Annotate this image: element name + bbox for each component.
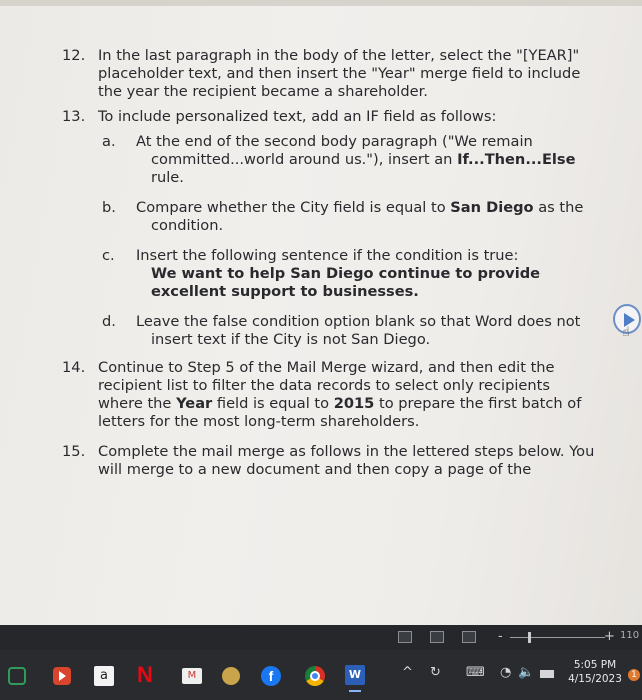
zoom-out-button[interactable]: - (498, 629, 503, 644)
bold-text: Year (176, 395, 213, 412)
read-mode-icon[interactable] (398, 631, 412, 643)
bold-text: San Diego (450, 199, 534, 216)
text: field is equal to (212, 395, 334, 412)
step-line: recipient list to filter the data records to select only recipients (98, 377, 550, 394)
step-line: At the end of the second body paragraph ("We remain (136, 133, 533, 150)
step-number: 13. (62, 108, 86, 125)
zoom-level[interactable]: 110 (620, 630, 640, 641)
text: Compare whether the City field is equal to (136, 199, 451, 216)
app-icon[interactable] (222, 667, 240, 685)
word-status-bar (0, 625, 642, 650)
chrome-icon[interactable] (305, 666, 325, 686)
zoom-slider-thumb[interactable] (528, 632, 531, 643)
notification-badge[interactable]: 1 (628, 669, 640, 681)
step-number: 15. (62, 443, 86, 460)
gmail-icon[interactable]: M (182, 668, 202, 684)
step-line: Continue to Step 5 of the Mail Merge wizard, and then edit the (98, 359, 555, 376)
page-top-edge (0, 0, 642, 6)
word-icon[interactable]: W (345, 665, 365, 685)
bold-text: 2015 (333, 395, 375, 412)
step-13c (62, 247, 602, 301)
step-line: In the last paragraph in the body of the letter, select the "[YEAR]" (98, 47, 580, 64)
step-line (98, 395, 602, 413)
amazon-icon[interactable]: a (94, 666, 114, 686)
start-icon[interactable] (8, 667, 26, 685)
document-content (62, 47, 602, 479)
active-app-indicator (349, 690, 361, 692)
volume-icon[interactable]: 🔈 (518, 665, 535, 680)
step-line (136, 151, 602, 169)
battery-icon[interactable] (540, 670, 554, 678)
step-15 (62, 443, 602, 479)
wifi-icon[interactable]: ◔ (500, 665, 512, 680)
tray-chevron-icon[interactable]: ^ (402, 665, 413, 680)
step-number: 12. (62, 47, 86, 64)
step-13d (62, 313, 602, 349)
text: as the (533, 199, 584, 216)
web-layout-icon[interactable] (462, 631, 476, 643)
step-line (136, 199, 602, 217)
zoom-in-button[interactable]: + (604, 629, 615, 644)
step-line: will merge to a new document and then copy a page of the (98, 461, 532, 478)
clock-date: 4/15/2023 (568, 673, 622, 685)
bold-sentence-line: We want to help San Diego continue to provide (151, 265, 541, 282)
text: to prepare the first batch of (374, 395, 582, 412)
keyboard-icon[interactable]: ⌨ (466, 665, 485, 680)
step-line: Insert the following sentence if the condition is true: (136, 247, 519, 264)
step-line: Leave the false condition option blank so that Word does not (136, 313, 581, 330)
step-line: condition. (151, 217, 224, 234)
sub-step-letter: d. (102, 313, 116, 330)
play-icon[interactable] (53, 667, 71, 685)
step-14 (62, 359, 602, 431)
step-13a (62, 133, 602, 187)
bold-sentence-line: excellent support to businesses. (151, 283, 419, 300)
sub-step-letter: c. (102, 247, 115, 264)
step-line: To include personalized text, add an IF field as follows: (98, 108, 497, 125)
clock-time: 5:05 PM (573, 659, 617, 671)
clock[interactable] (566, 658, 624, 686)
text: where the (98, 395, 177, 412)
step-line: placeholder text, and then insert the "Year" merge field to include (98, 65, 581, 82)
step-12 (62, 47, 602, 101)
text: committed...world around us."), insert an (151, 151, 458, 168)
sub-step-letter: b. (102, 199, 116, 216)
sync-icon[interactable]: ↻ (430, 665, 441, 680)
step-line: letters for the most long-term shareholders. (98, 413, 420, 430)
zoom-slider[interactable] (510, 637, 605, 638)
step-13b (62, 199, 602, 235)
step-line: Complete the mail merge as follows in the lettered steps below. You (98, 443, 595, 460)
sub-step-letter: a. (102, 133, 116, 150)
step-number: 14. (62, 359, 86, 376)
facebook-icon[interactable]: f (261, 666, 281, 686)
step-line: insert text if the City is not San Diego. (151, 331, 431, 348)
bold-text: If...Then...Else (457, 151, 576, 168)
netflix-icon[interactable]: N (137, 662, 153, 687)
cursor-icon: ☝ (622, 325, 630, 340)
step-13 (62, 108, 602, 126)
windows-taskbar (0, 650, 642, 700)
step-line: the year the recipient became a shareholder. (98, 83, 428, 100)
step-line: rule. (151, 169, 184, 186)
print-layout-icon[interactable] (430, 631, 444, 643)
